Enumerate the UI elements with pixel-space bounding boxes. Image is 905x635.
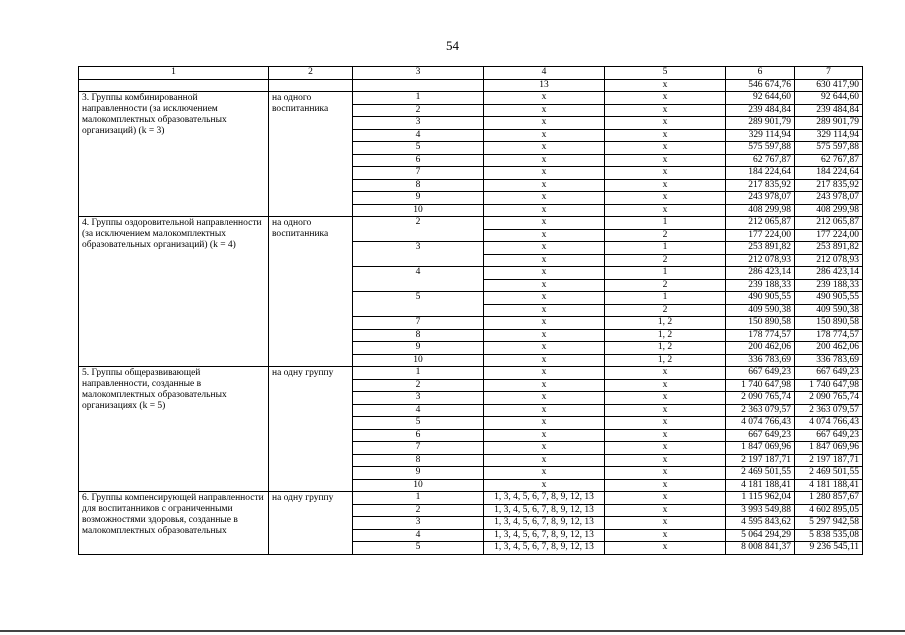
value-cell: 178 774,57: [795, 329, 863, 342]
category-cell: x: [605, 79, 726, 92]
age-cell: 5: [353, 142, 484, 155]
value-cell: 667 649,23: [795, 429, 863, 442]
value-cell: 1 847 069,96: [726, 442, 795, 455]
value-cell: 409 590,38: [795, 304, 863, 317]
value-cell: 286 423,14: [795, 267, 863, 280]
category-cell: x: [605, 479, 726, 492]
age-cell: 1: [353, 492, 484, 505]
value-cell: 4 602 895,05: [795, 504, 863, 517]
table-row: [79, 367, 863, 380]
condition-cell: x: [484, 379, 605, 392]
value-cell: 2 197 187,71: [795, 454, 863, 467]
category-cell: 1, 2: [605, 354, 726, 367]
age-cell: 6: [353, 154, 484, 167]
value-cell: 2 469 501,55: [726, 467, 795, 480]
value-cell: 5 838 535,08: [795, 529, 863, 542]
condition-cell: x: [484, 404, 605, 417]
age-cell: 8: [353, 454, 484, 467]
age-cell: 9: [353, 467, 484, 480]
age-cell: 5: [353, 417, 484, 430]
category-cell: x: [605, 179, 726, 192]
age-cell: 2: [353, 217, 484, 242]
value-cell: 2 090 765,74: [726, 392, 795, 405]
condition-cell: x: [484, 179, 605, 192]
continuation-row: [79, 79, 863, 92]
value-cell: 253 891,82: [795, 242, 863, 255]
value-cell: 289 901,79: [795, 117, 863, 130]
group-name-cell: [79, 79, 269, 92]
table-row: [79, 217, 863, 230]
value-cell: 286 423,14: [726, 267, 795, 280]
value-cell: 336 783,69: [795, 354, 863, 367]
condition-cell: x: [484, 317, 605, 330]
condition-cell: x: [484, 429, 605, 442]
category-cell: x: [605, 192, 726, 205]
column-number: 3: [353, 67, 484, 80]
condition-cell: x: [484, 467, 605, 480]
age-cell: 9: [353, 342, 484, 355]
column-number: 1: [79, 67, 269, 80]
condition-cell: 1, 3, 4, 5, 6, 7, 8, 9, 12, 13: [484, 517, 605, 530]
value-cell: 546 674,76: [726, 79, 795, 92]
condition-cell: 13: [484, 79, 605, 92]
value-cell: 408 299,98: [726, 204, 795, 217]
age-cell: 4: [353, 404, 484, 417]
group-name-cell: 3. Группы комбинированной направленности (за исключением малокомплектных образовательных организаций) (k = 3): [79, 92, 269, 217]
condition-cell: x: [484, 454, 605, 467]
value-cell: 8 008 841,37: [726, 542, 795, 555]
value-cell: 2 363 079,57: [795, 404, 863, 417]
value-cell: 217 835,92: [795, 179, 863, 192]
age-cell: 10: [353, 354, 484, 367]
category-cell: 1: [605, 242, 726, 255]
unit-cell: на одну группу: [269, 492, 353, 555]
category-cell: x: [605, 379, 726, 392]
value-cell: 212 078,93: [795, 254, 863, 267]
category-cell: 2: [605, 229, 726, 242]
condition-cell: 1, 3, 4, 5, 6, 7, 8, 9, 12, 13: [484, 492, 605, 505]
condition-cell: x: [484, 117, 605, 130]
category-cell: x: [605, 129, 726, 142]
category-cell: 1: [605, 267, 726, 280]
unit-cell: на одного воспитанника: [269, 217, 353, 367]
value-cell: 4 181 188,41: [726, 479, 795, 492]
category-cell: x: [605, 92, 726, 105]
value-cell: 2 363 079,57: [726, 404, 795, 417]
value-cell: 5 064 294,29: [726, 529, 795, 542]
value-cell: 243 978,07: [726, 192, 795, 205]
unit-cell: на одного воспитанника: [269, 92, 353, 217]
category-cell: 1, 2: [605, 329, 726, 342]
age-cell: 3: [353, 242, 484, 267]
value-cell: 667 649,23: [726, 429, 795, 442]
value-cell: 200 462,06: [726, 342, 795, 355]
category-cell: 1: [605, 217, 726, 230]
value-cell: 92 644,60: [726, 92, 795, 105]
value-cell: 2 090 765,74: [795, 392, 863, 405]
age-cell: 8: [353, 179, 484, 192]
condition-cell: x: [484, 279, 605, 292]
value-cell: 289 901,79: [726, 117, 795, 130]
category-cell: x: [605, 454, 726, 467]
age-cell: 3: [353, 117, 484, 130]
condition-cell: x: [484, 129, 605, 142]
category-cell: x: [605, 404, 726, 417]
tariff-table: [78, 66, 863, 555]
condition-cell: x: [484, 267, 605, 280]
age-cell: 10: [353, 204, 484, 217]
value-cell: 336 783,69: [726, 354, 795, 367]
age-cell: 2: [353, 379, 484, 392]
column-number: 4: [484, 67, 605, 80]
category-cell: x: [605, 142, 726, 155]
value-cell: 4 074 766,43: [726, 417, 795, 430]
age-cell: 1: [353, 92, 484, 105]
condition-cell: x: [484, 242, 605, 255]
age-cell: 7: [353, 317, 484, 330]
column-number-row: [79, 67, 863, 80]
age-cell: 7: [353, 442, 484, 455]
category-cell: 1, 2: [605, 317, 726, 330]
condition-cell: x: [484, 204, 605, 217]
column-number: 2: [269, 67, 353, 80]
scan-edge-line: [0, 630, 905, 632]
category-cell: 2: [605, 279, 726, 292]
value-cell: 184 224,64: [726, 167, 795, 180]
age-cell: 2: [353, 504, 484, 517]
value-cell: 243 978,07: [795, 192, 863, 205]
category-cell: x: [605, 104, 726, 117]
group-name-cell: 6. Группы компенсирующей направленности для воспитанников с ограниченными возможностями здоровья, созданные в малокомплектных образовательных: [79, 492, 269, 555]
category-cell: x: [605, 417, 726, 430]
group-name-cell: 4. Группы оздоровительной направленности (за исключением малокомплектных образовательных организаций) (k = 4): [79, 217, 269, 367]
category-cell: 1: [605, 292, 726, 305]
value-cell: 4 074 766,43: [795, 417, 863, 430]
value-cell: 575 597,88: [795, 142, 863, 155]
age-cell: 7: [353, 167, 484, 180]
value-cell: 1 847 069,96: [795, 442, 863, 455]
age-cell: [353, 79, 484, 92]
value-cell: 667 649,23: [795, 367, 863, 380]
condition-cell: x: [484, 142, 605, 155]
value-cell: 490 905,55: [726, 292, 795, 305]
column-number: 5: [605, 67, 726, 80]
group-name-cell: 5. Группы общеразвивающей направленности, созданные в малокомплектных образовательных организациях (k = 5): [79, 367, 269, 492]
condition-cell: 1, 3, 4, 5, 6, 7, 8, 9, 12, 13: [484, 504, 605, 517]
value-cell: 9 236 545,11: [795, 542, 863, 555]
value-cell: 667 649,23: [726, 367, 795, 380]
value-cell: 408 299,98: [795, 204, 863, 217]
condition-cell: x: [484, 167, 605, 180]
table-row: [79, 92, 863, 105]
value-cell: 150 890,58: [795, 317, 863, 330]
condition-cell: x: [484, 392, 605, 405]
age-cell: 4: [353, 267, 484, 292]
value-cell: 630 417,90: [795, 79, 863, 92]
value-cell: 212 065,87: [726, 217, 795, 230]
age-cell: 6: [353, 429, 484, 442]
value-cell: 62 767,87: [726, 154, 795, 167]
category-cell: x: [605, 204, 726, 217]
value-cell: 212 078,93: [726, 254, 795, 267]
unit-cell: на одну группу: [269, 367, 353, 492]
condition-cell: x: [484, 229, 605, 242]
value-cell: 575 597,88: [726, 142, 795, 155]
condition-cell: 1, 3, 4, 5, 6, 7, 8, 9, 12, 13: [484, 529, 605, 542]
value-cell: 178 774,57: [726, 329, 795, 342]
age-cell: 5: [353, 292, 484, 317]
category-cell: x: [605, 542, 726, 555]
condition-cell: x: [484, 92, 605, 105]
value-cell: 184 224,64: [795, 167, 863, 180]
condition-cell: x: [484, 479, 605, 492]
condition-cell: x: [484, 417, 605, 430]
condition-cell: x: [484, 442, 605, 455]
category-cell: x: [605, 442, 726, 455]
age-cell: 8: [353, 329, 484, 342]
value-cell: 239 188,33: [795, 279, 863, 292]
value-cell: 239 484,84: [795, 104, 863, 117]
category-cell: x: [605, 529, 726, 542]
value-cell: 490 905,55: [795, 292, 863, 305]
condition-cell: 1, 3, 4, 5, 6, 7, 8, 9, 12, 13: [484, 542, 605, 555]
value-cell: 329 114,94: [795, 129, 863, 142]
category-cell: 2: [605, 304, 726, 317]
value-cell: 1 740 647,98: [726, 379, 795, 392]
condition-cell: x: [484, 192, 605, 205]
age-cell: 1: [353, 367, 484, 380]
table-row: [79, 492, 863, 505]
value-cell: 177 224,00: [795, 229, 863, 242]
value-cell: 177 224,00: [726, 229, 795, 242]
value-cell: 217 835,92: [726, 179, 795, 192]
age-cell: 2: [353, 104, 484, 117]
condition-cell: x: [484, 104, 605, 117]
category-cell: 2: [605, 254, 726, 267]
value-cell: 150 890,58: [726, 317, 795, 330]
condition-cell: x: [484, 329, 605, 342]
value-cell: 2 197 187,71: [726, 454, 795, 467]
age-cell: 3: [353, 517, 484, 530]
value-cell: 409 590,38: [726, 304, 795, 317]
value-cell: 1 115 962,04: [726, 492, 795, 505]
category-cell: x: [605, 492, 726, 505]
category-cell: x: [605, 429, 726, 442]
condition-cell: x: [484, 304, 605, 317]
age-cell: 10: [353, 479, 484, 492]
value-cell: 329 114,94: [726, 129, 795, 142]
column-number: 7: [795, 67, 863, 80]
category-cell: x: [605, 504, 726, 517]
value-cell: 2 469 501,55: [795, 467, 863, 480]
age-cell: 5: [353, 542, 484, 555]
value-cell: 212 065,87: [795, 217, 863, 230]
value-cell: 200 462,06: [795, 342, 863, 355]
category-cell: x: [605, 154, 726, 167]
category-cell: x: [605, 467, 726, 480]
category-cell: x: [605, 517, 726, 530]
unit-cell: [269, 79, 353, 92]
age-cell: 9: [353, 192, 484, 205]
condition-cell: x: [484, 292, 605, 305]
condition-cell: x: [484, 154, 605, 167]
age-cell: 3: [353, 392, 484, 405]
value-cell: 4 595 843,62: [726, 517, 795, 530]
value-cell: 4 181 188,41: [795, 479, 863, 492]
value-cell: 239 484,84: [726, 104, 795, 117]
value-cell: 3 993 549,88: [726, 504, 795, 517]
condition-cell: x: [484, 342, 605, 355]
condition-cell: x: [484, 354, 605, 367]
value-cell: 1 280 857,67: [795, 492, 863, 505]
category-cell: x: [605, 392, 726, 405]
condition-cell: x: [484, 217, 605, 230]
condition-cell: x: [484, 254, 605, 267]
value-cell: 1 740 647,98: [795, 379, 863, 392]
age-cell: 4: [353, 129, 484, 142]
category-cell: x: [605, 117, 726, 130]
value-cell: 62 767,87: [795, 154, 863, 167]
value-cell: 5 297 942,58: [795, 517, 863, 530]
column-number: 6: [726, 67, 795, 80]
value-cell: 92 644,60: [795, 92, 863, 105]
age-cell: 4: [353, 529, 484, 542]
condition-cell: x: [484, 367, 605, 380]
category-cell: x: [605, 167, 726, 180]
page-number: 54: [446, 38, 459, 53]
value-cell: 253 891,82: [726, 242, 795, 255]
category-cell: 1, 2: [605, 342, 726, 355]
category-cell: x: [605, 367, 726, 380]
value-cell: 239 188,33: [726, 279, 795, 292]
